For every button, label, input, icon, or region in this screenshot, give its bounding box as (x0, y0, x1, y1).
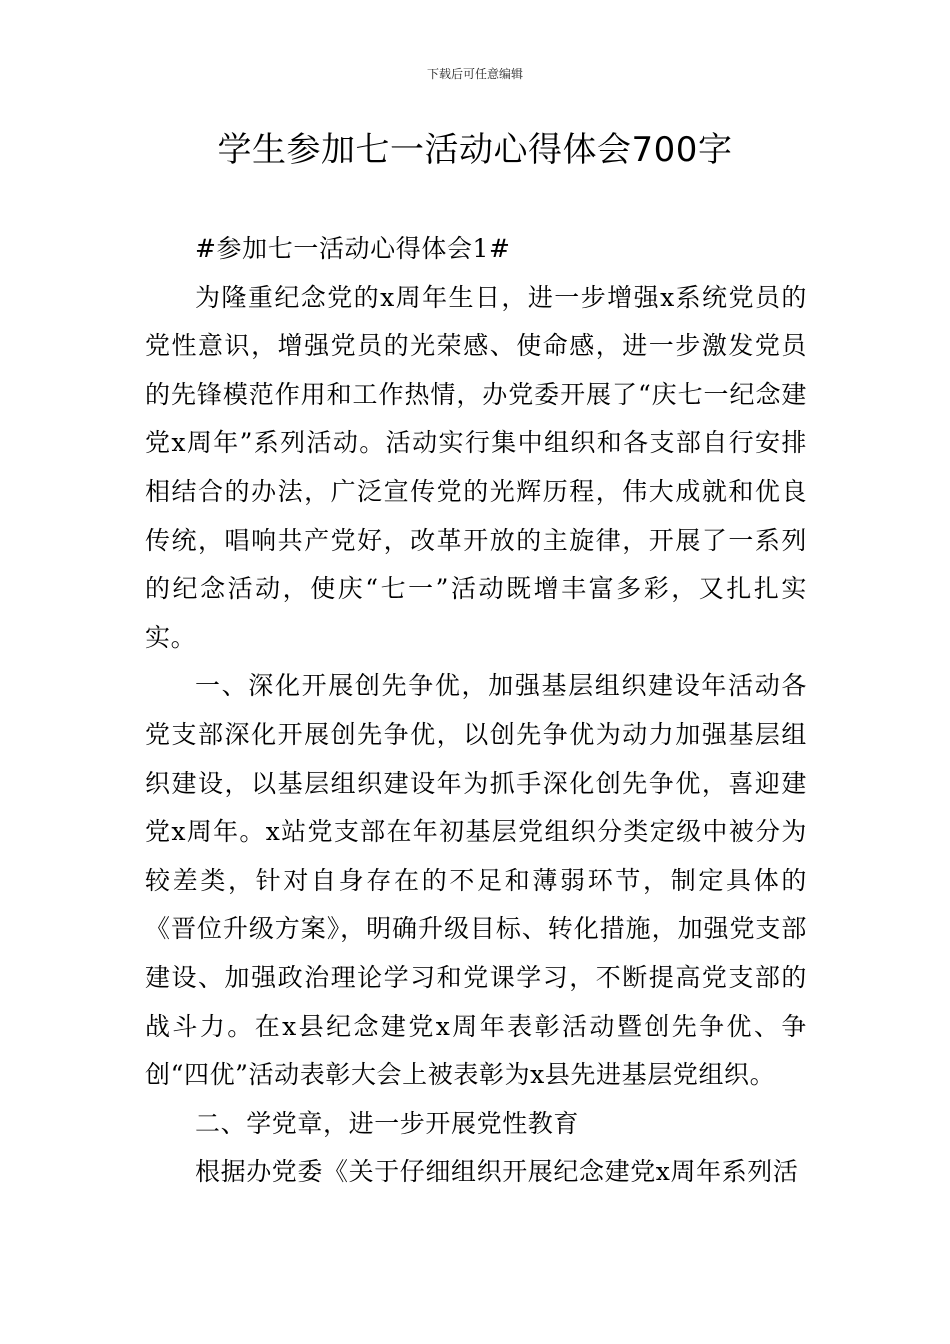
body-paragraph: 根据办党委《关于仔细组织开展纪念建党x周年系列活 (195, 1157, 799, 1187)
section-heading: #参加七一活动心得体会1# (195, 234, 511, 263)
section-heading: 二、学党章，进一步开展党性教育 (195, 1108, 580, 1138)
document-body (145, 225, 807, 1197)
document-title: 学生参加七一活动心得体会700字 (217, 130, 733, 170)
body-paragraph: 为隆重纪念党的x周年生日，进一步增强x系统党员的党性意识，增强党员的光荣感、使命感，进一步激发党员的先锋模范作用和工作热情，办党委开展了“庆七一纪念建党x周年”系列活动。活动实行集中组织和各支部自行安排相结合的办法，广泛宣传党的光辉历程，伟大成就和优良传统，唱响共产党好，改革开放的主旋律，开展了一系列的纪念活动，使庆“七一”活动既增丰富多彩，又扎扎实实。 (145, 282, 807, 652)
body-paragraph: 一、深化开展创先争优，加强基层组织建设年活动各党支部深化开展创先争优，以创先争优为动力加强基层组织建设，以基层组织建设年为抓手深化创先争优，喜迎建党x周年。x站党支部在年初基层党组织分类定级中被分为较差类，针对自身存在的不足和薄弱环节，制定具体的《晋位升级方案》，明确升级目标、转化措施，加强党支部建设、加强政治理论学习和党课学习，不断提高党支部的战斗力。在x县纪念建党x周年表彰活动暨创先争优、争创“四优”活动表彰大会上被表彰为x县先进基层党组织。 (145, 671, 807, 1090)
header-note: 下载后可任意编辑 (426, 67, 523, 81)
